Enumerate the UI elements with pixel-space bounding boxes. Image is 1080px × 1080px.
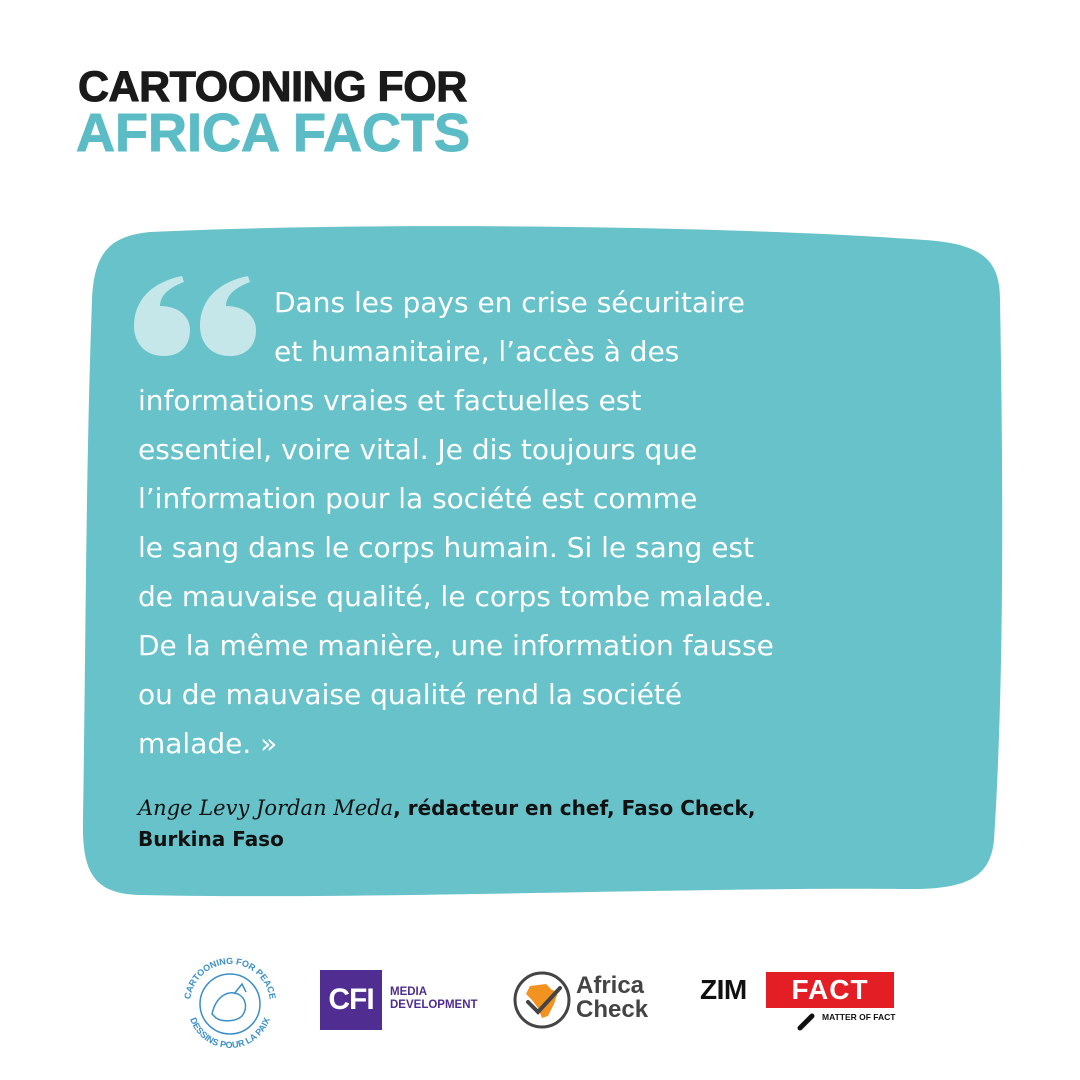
africa-check-icon: [512, 970, 572, 1030]
africa-check-line2: Check: [576, 996, 649, 1023]
author-name: Ange Levy Jordan Meda: [138, 796, 394, 820]
author-role: , rédacteur en chef, Faso Check,: [393, 796, 756, 820]
zimfact-fact: FACT: [766, 972, 894, 1008]
partner-logos: [0, 948, 1080, 1058]
cfp-top-text: CARTOONING FOR PEACE: [182, 955, 278, 1000]
cfi-label: [390, 986, 478, 1012]
page-title-line1: CARTOONING FOR: [78, 63, 467, 111]
quote-line: et humanitaire, l’accès à des: [274, 335, 680, 368]
quote-line: Dans les pays en crise sécuritaire: [274, 286, 745, 319]
quote-attribution: [138, 793, 958, 855]
quote-line: l’information pour la société est comme: [138, 482, 698, 515]
quote-line: de mauvaise qualité, le corps tombe malade.: [138, 580, 773, 613]
quote-line: malade. »: [138, 727, 278, 760]
cfi-label-line2: DEVELOPMENT: [390, 999, 478, 1011]
quote-line: essentiel, voire vital. Je dis toujours que: [138, 433, 698, 466]
cartooning-for-peace-logo: [176, 948, 284, 1056]
page-title-line2: AFRICA FACTS: [76, 103, 470, 163]
cfi-logo: [320, 970, 490, 1030]
quote-line: De la même manière, une information fausse: [138, 629, 774, 662]
africa-check-label: [576, 974, 648, 1022]
zimfact-logo: [700, 972, 900, 1032]
cfp-bottom-text: DESSINS POUR LA PAIX: [188, 1016, 272, 1051]
africa-check-line1: Africa: [576, 972, 645, 999]
cfi-label-line1: MEDIA: [390, 986, 428, 998]
africa-check-logo: [512, 968, 672, 1032]
zimfact-tagline: MATTER OF FACT: [822, 1012, 896, 1022]
cfi-mark: CFI: [320, 970, 382, 1030]
quote-line: ou de mauvaise qualité rend la société: [138, 678, 683, 711]
zimfact-zim: ZIM: [700, 974, 747, 1005]
quote-line: le sang dans le corps humain. Si le sang est: [138, 531, 755, 564]
author-country: Burkina Faso: [138, 827, 284, 851]
quote-line: informations vraies et factuelles est: [138, 384, 642, 417]
quote-text: [138, 278, 968, 768]
